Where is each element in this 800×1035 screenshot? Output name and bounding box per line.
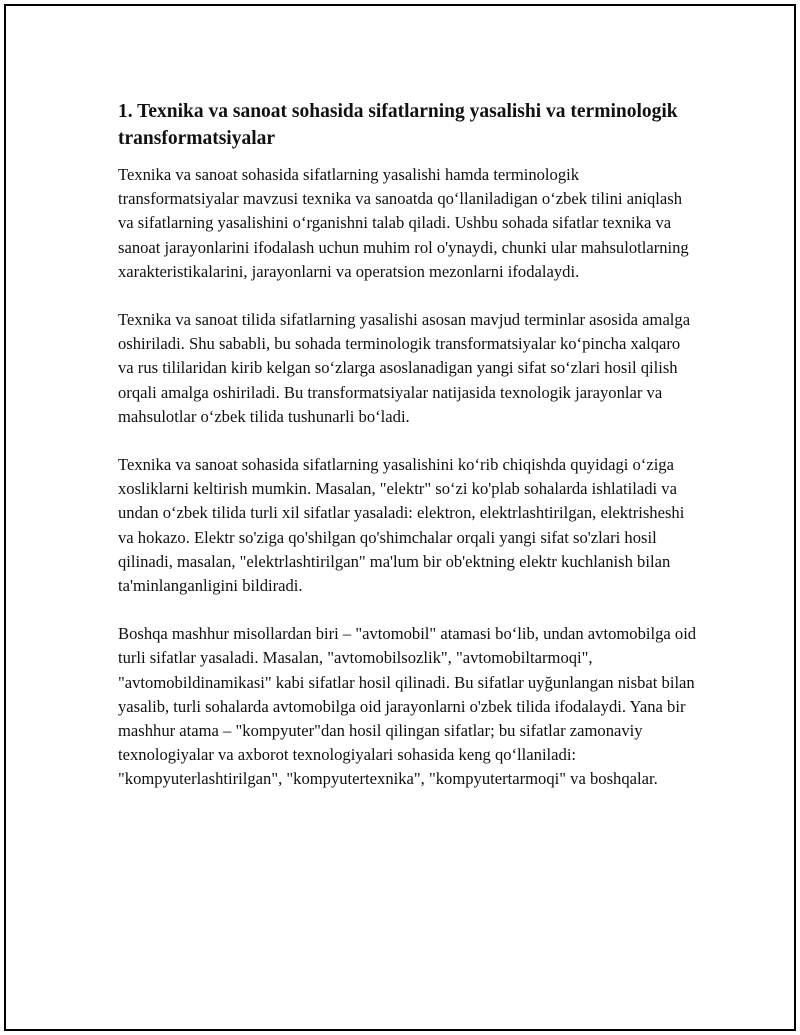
- paragraph-1: Texnika va sanoat sohasida sifatlarning yasalishi hamda terminologik transformatsiyalar mavzusi texnika va sanoatda qo‘llaniladigan o‘zbek tilini aniqlash va sifatlarning yasalishini o‘rganishni talab qiladi. Ushbu sohada sifatlar texnika va sanoat jarayonlarini ifodalash uchun muhim rol o'ynaydi, chunki ular mahsulotlarning xarakteristikalarini, jarayonlarni va operatsion mezonlarni ifodalaydi.: [118, 165, 689, 281]
- paragraph-3: Texnika va sanoat sohasida sifatlarning yasalishini ko‘rib chiqishda quyidagi o‘ziga xosliklarni keltirish mumkin. Masalan, "elektr" so‘zi ko'plab sohalarda ishlatiladi va undan o‘zbek tilida turli xil sifatlar yasaladi: elektron, elektrlashtirilgan, elektrisheshi va hokazo. Elektr so'ziga qo'shilgan qo'shimchalar orqali yangi sifat so'zlari hosil qilinadi, masalan, "elektrlashtirilgan" ma'lum bir ob'ektning elektr kuchlanish bilan ta'minlanganligini bildiradi.: [118, 455, 685, 596]
- paragraph-2: Texnika va sanoat tilida sifatlarning yasalishi asosan mavjud terminlar asosida amalga oshiriladi. Shu sababli, bu sohada terminologik transformatsiyalar ko‘pincha xalqaro va rus tililaridan kirib kelgan so‘zlarga asoslanadigan yangi sifat so‘zlari hosil qilish orqali amalga oshiriladi. Bu transformatsiyalar natijasida texnologik jarayonlar va mahsulotlar o‘zbek tilida tushunarli bo‘ladi.: [118, 310, 691, 426]
- page-frame: [4, 4, 796, 1031]
- paragraph-4: Boshqa mashhur misollardan biri – "avtomobil" atamasi bo‘lib, undan avtomobilga oid turli sifatlar yasaladi. Masalan, "avtomobilsozlik", "avtomobiltarmoqi", "avtomobildinamikasi" kabi sifatlar hosil qilinadi. Bu sifatlar uyğunlangan nisbat bilan yasalib, turli sohalarda avtomobilga oid jarayonlarni o'zbek tilida ifodalaydi. Yana bir mashhur atama – "kompyuter"dan hosil qilingan sifatlar; bu sifatlar zamonaviy texnologiyalar va axborot texnologiyalari sohasida keng qo‘llaniladi: "kompyuterlashtirilgan", "kompyutertexnika", "kompyutertarmoqi" va boshqalar.: [118, 624, 697, 789]
- section-heading: 1. Texnika va sanoat sohasida sifatlarning yasalishi va terminologik transformatsiyalar: [118, 101, 678, 149]
- document-body: [118, 98, 698, 816]
